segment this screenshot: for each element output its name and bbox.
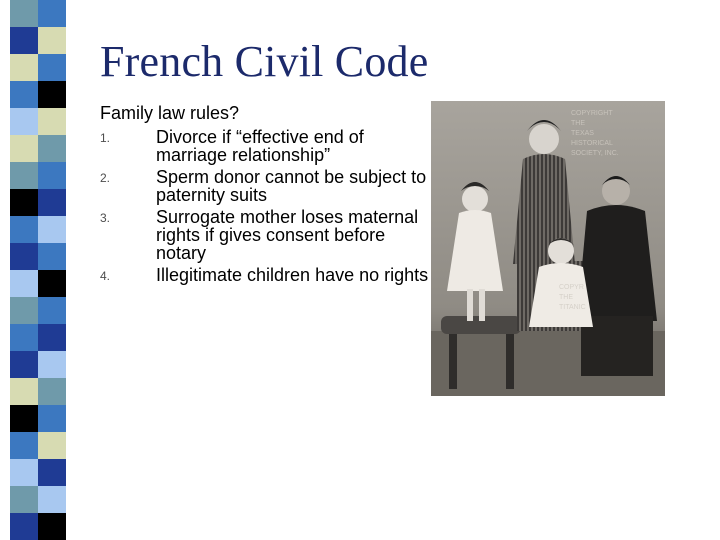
watermark-text: THE — [571, 120, 585, 127]
watermark-text: COPYRIGHT — [571, 110, 613, 117]
list-item-text: Divorce if “effective end of marriage relationship” — [156, 127, 364, 165]
slide-body — [100, 102, 430, 284]
watermark-text: SOCIETY, INC. — [571, 150, 619, 157]
list-item-text: Sperm donor cannot be subject to paternity suits — [156, 167, 427, 205]
list-number: 4. — [100, 269, 111, 283]
list-item — [100, 208, 430, 262]
list-item-text: Illegitimate children have no rights — [156, 265, 429, 285]
watermark-text: COPYR — [559, 284, 584, 291]
slide-title: French Civil Code — [100, 37, 429, 86]
list-number: 1. — [100, 131, 111, 145]
rules-list — [100, 128, 430, 284]
family-portrait-photo — [431, 101, 665, 396]
watermark-text: TEXAS — [571, 130, 594, 137]
list-item — [100, 128, 430, 164]
decorative-stripe — [0, 0, 66, 540]
watermark-text: TITANIC — [559, 304, 586, 311]
watermark-text: HISTORICAL — [571, 140, 613, 147]
list-item — [100, 266, 430, 284]
list-number: 3. — [100, 211, 111, 225]
list-number: 2. — [100, 171, 111, 185]
intro-text: Family law rules? — [100, 103, 240, 123]
list-item — [100, 168, 430, 204]
watermark-text: THE — [559, 294, 573, 301]
list-item-text: Surrogate mother loses maternal rights if gives consent before notary — [156, 207, 419, 263]
